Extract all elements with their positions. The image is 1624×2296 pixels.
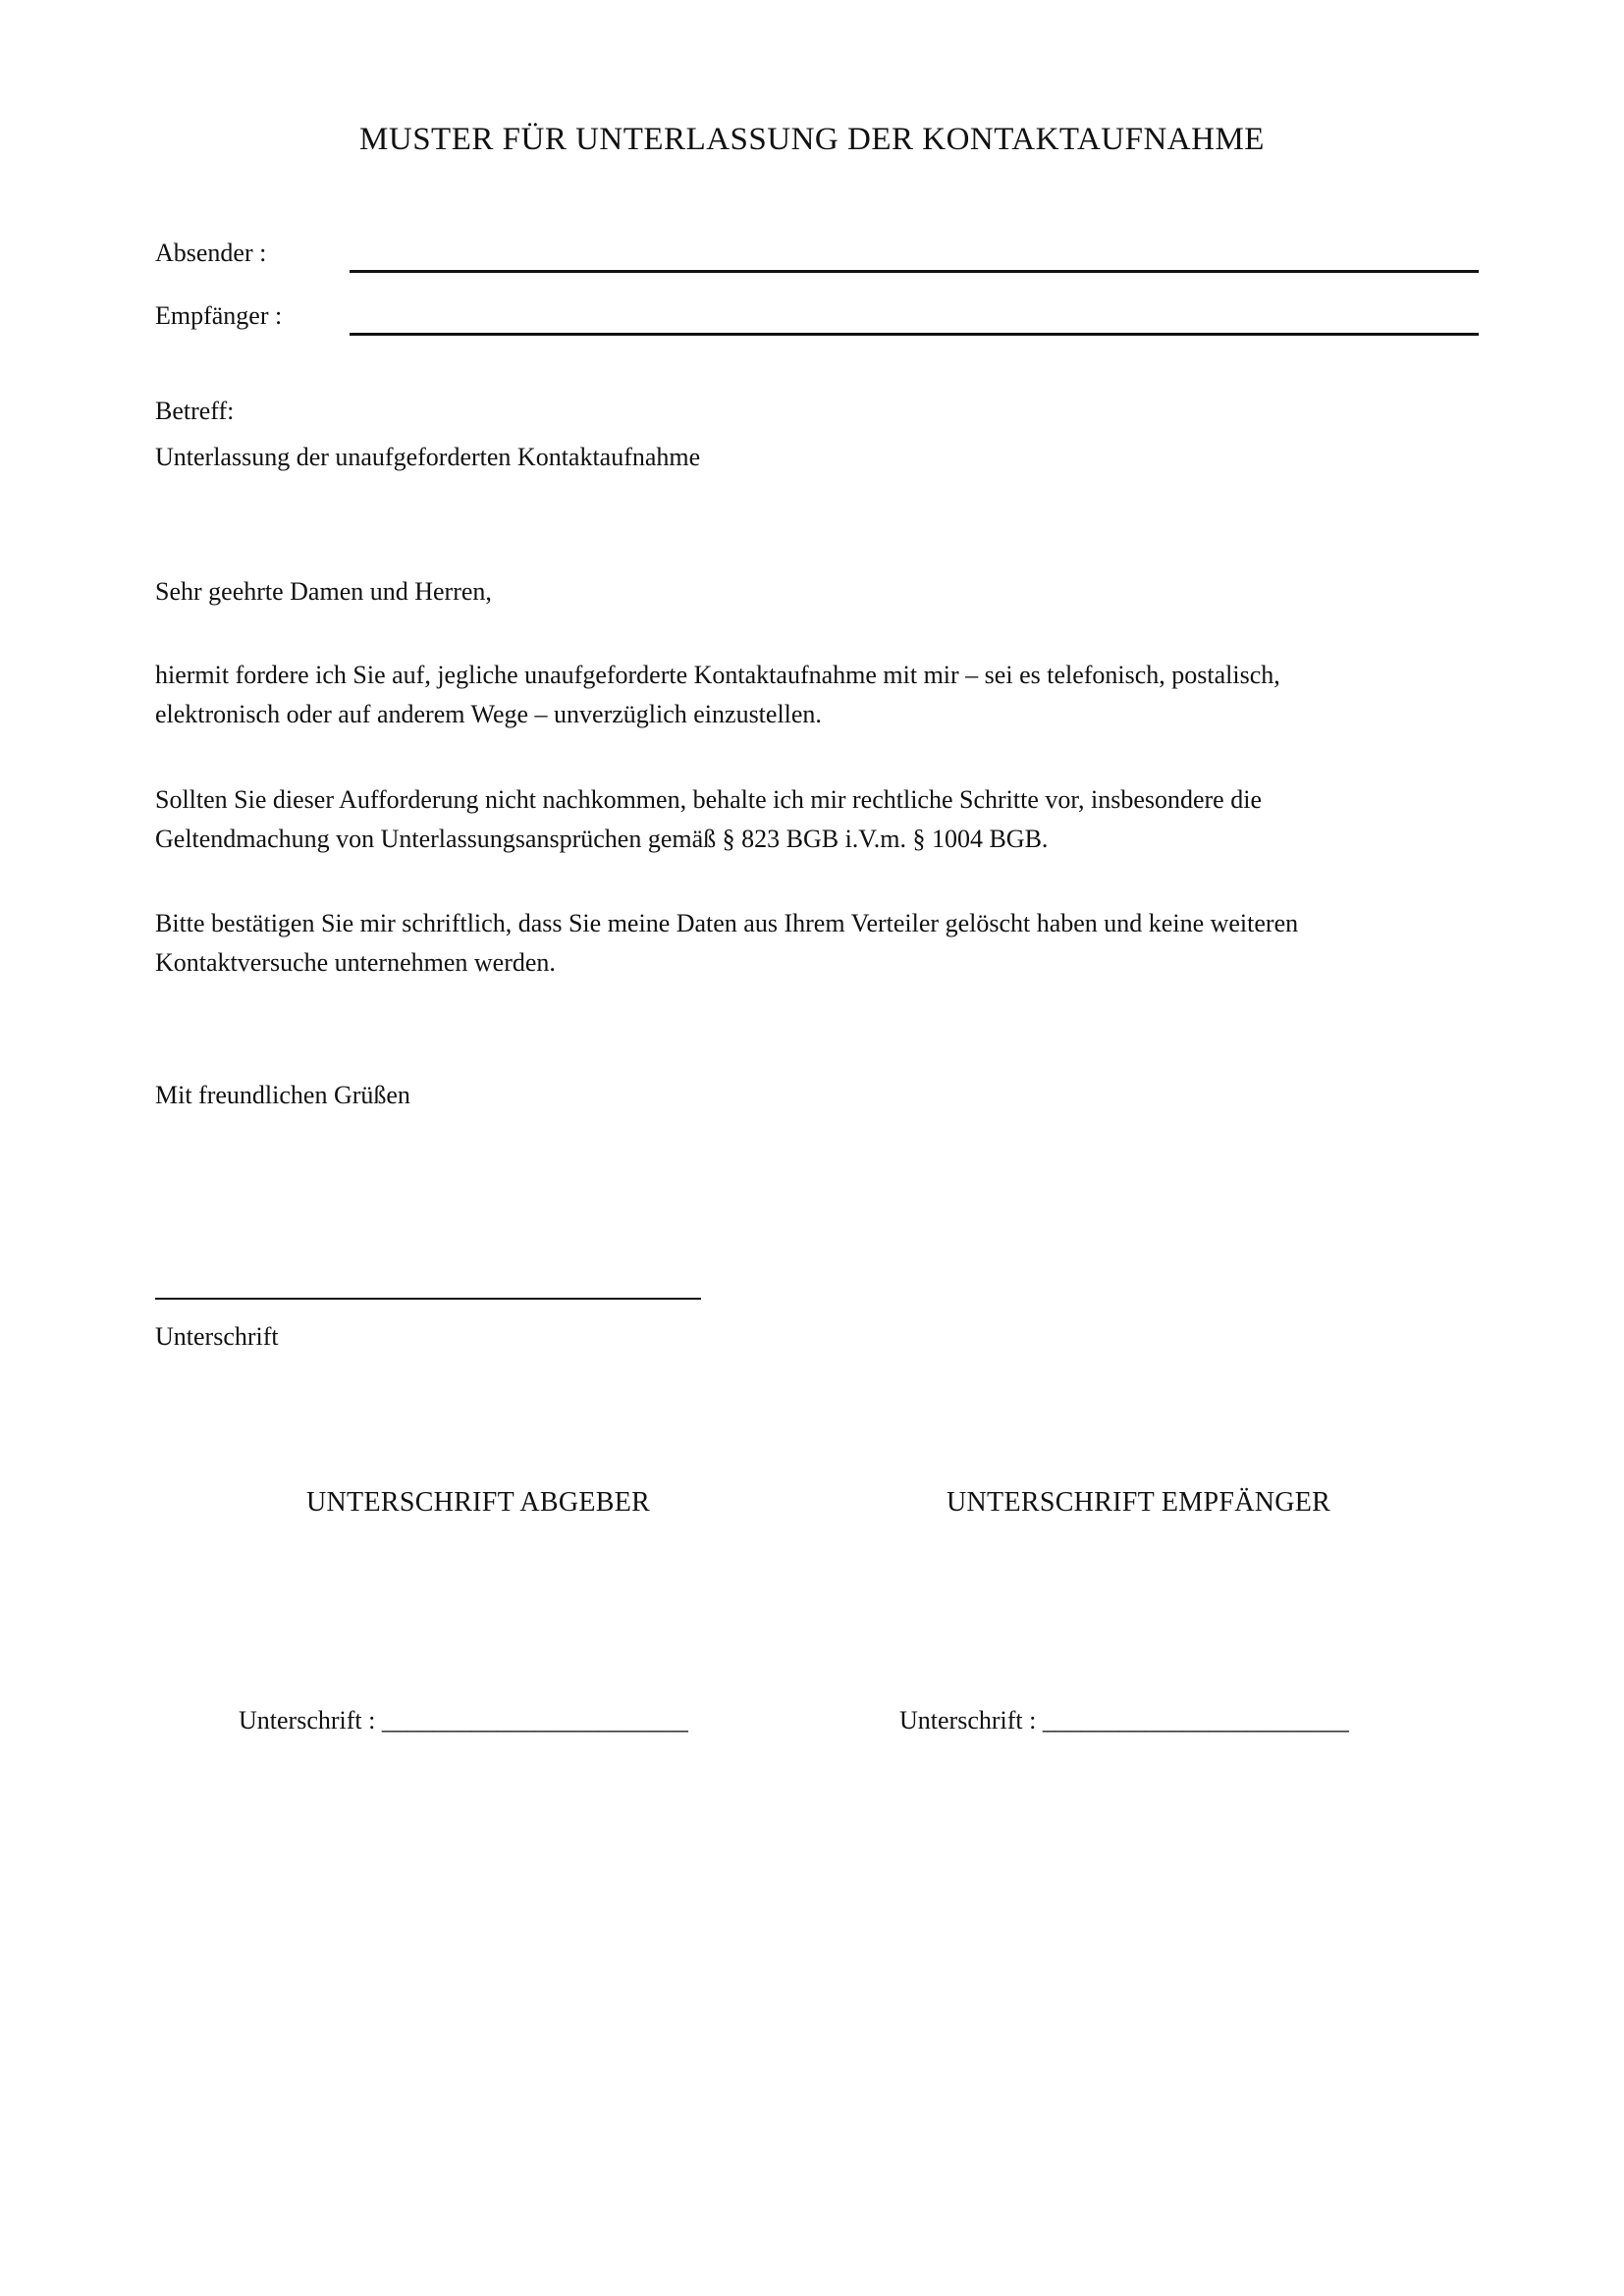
signature-field-sender[interactable]: Unterschrift : ________________________ (239, 1706, 688, 1735)
signature-field-recipient[interactable]: Unterschrift : ________________________ (899, 1706, 1349, 1735)
signature-heading-sender: UNTERSCHRIFT ABGEBER (306, 1487, 651, 1518)
closing: Mit freundlichen Grüßen (155, 1081, 410, 1109)
paragraph-3-line-1: Bitte bestätigen Sie mir schriftlich, dass Sie meine Daten aus Ihrem Verteiler gelöscht haben und keine weiteren (155, 909, 1299, 937)
paragraph-2-line-2: Geltendmachung von Unterlassungsansprüchen gemäß § 823 BGB i.V.m. § 1004 BGB. (155, 825, 1049, 853)
signature-heading-recipient: UNTERSCHRIFT EMPFÄNGER (947, 1487, 1331, 1518)
signature-label: Unterschrift (155, 1322, 279, 1351)
paragraph-1-line-2: elektronisch oder auf anderem Wege – unverzüglich einzustellen. (155, 700, 822, 728)
paragraph-1 (155, 656, 1432, 734)
paragraph-2-line-1: Sollten Sie dieser Aufforderung nicht nachkommen, behalte ich mir rechtliche Schritte vor, insbesondere die (155, 785, 1262, 814)
sender-label: Absender : (155, 239, 267, 267)
recipient-label: Empfänger : (155, 301, 283, 330)
sender-line[interactable] (350, 270, 1479, 273)
subject-label: Betreff: (155, 397, 235, 425)
paragraph-1-line-1: hiermit fordere ich Sie auf, jegliche unaufgeforderte Kontaktaufnahme mit mir – sei es telefonisch, postalisch, (155, 661, 1280, 689)
paragraph-2 (155, 780, 1432, 859)
recipient-line[interactable] (350, 333, 1479, 336)
salutation: Sehr geehrte Damen und Herren, (155, 577, 492, 606)
document-title: MUSTER FÜR UNTERLASSUNG DER KONTAKTAUFNAHME (359, 122, 1265, 157)
paragraph-3 (155, 904, 1432, 983)
signature-line[interactable] (155, 1298, 701, 1300)
subject-text: Unterlassung der unaufgeforderten Kontaktaufnahme (155, 443, 701, 471)
paragraph-3-line-2: Kontaktversuche unternehmen werden. (155, 948, 556, 977)
